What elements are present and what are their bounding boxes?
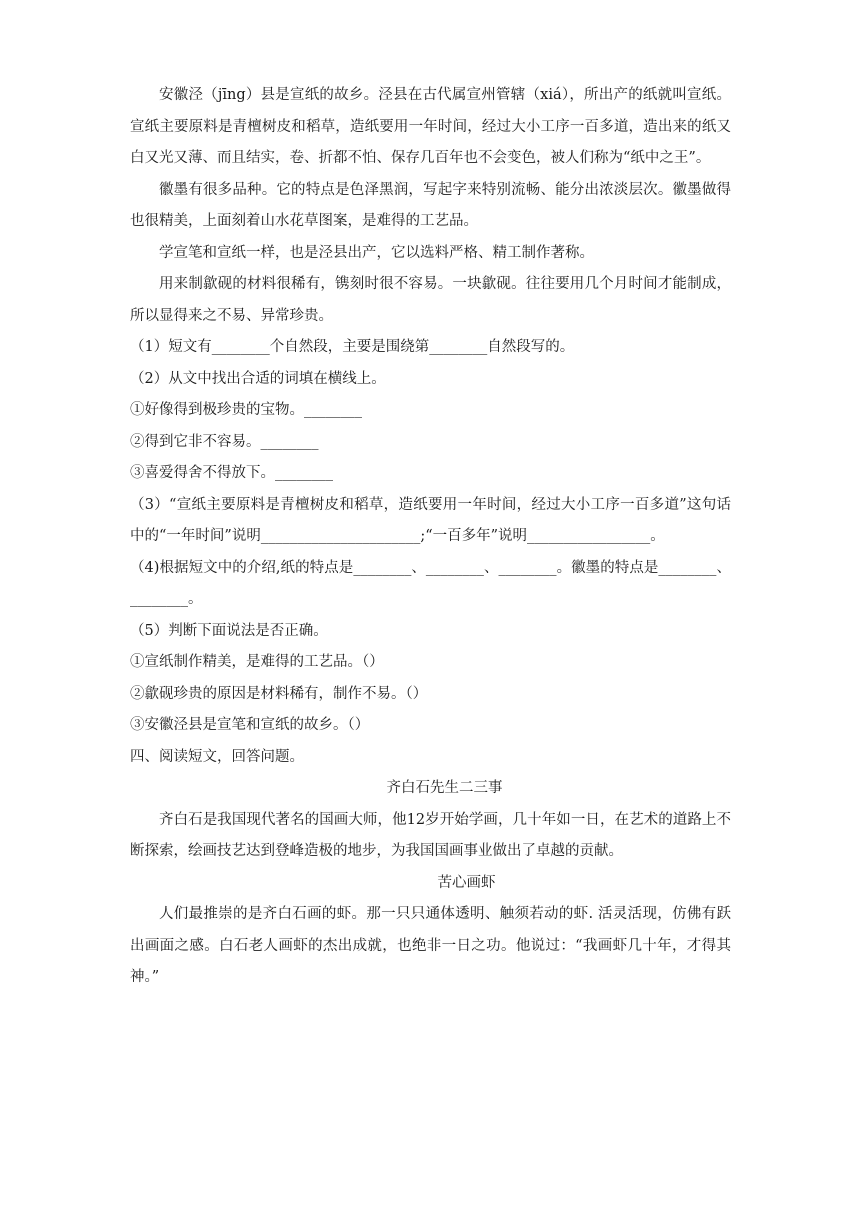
article-body: 人们最推崇的是齐白石画的虾。那一只只通体透明、触须若动的虾. 活灵活现，仿佛有跃出画面之感。白石老人画虾的杰出成就，也绝非一日之功。他说过：“我画虾几十年，才得其神。” (130, 906, 731, 985)
question-5: （5）判断下面说法是否正确。 (130, 622, 328, 639)
article-intro: 齐白石是我国现代著名的国画大师，他12岁开始学画，几十年如一日，在艺术的道路上不断探索，绘画技艺达到登峰造极的地步，为我国国画事业做出了卓越的贡献。 (130, 811, 731, 859)
paragraph-xuan-brush: 学宣笔和宣纸一样，也是泾县出产，它以选料严格、精工制作著称。 (159, 244, 594, 261)
paragraph-hui-ink: 徽墨有很多品种。它的特点是色泽黑润，写起字来特别流畅、能分出浓淡层次。徽墨做得也很精美，上面刻着山水花草图案，是难得的工艺品。 (130, 181, 731, 229)
question-5-item-3: ③安徽泾县是宣笔和宣纸的故乡。（） (130, 717, 370, 733)
paragraph-she-inkstone: 用来制歙砚的材料很稀有，镌刻时很不容易。一块歙砚。往往要用几个月时间才能制成，所以显得来之不易、异常珍贵。 (130, 276, 731, 324)
article-title: 齐白石先生二三事 (386, 780, 503, 796)
question-2-item-3: ③喜爱得舍不得放下。________ (130, 465, 333, 481)
question-4: （4)根据短文中的介绍,纸的特点是________、________、________。徽墨的特点是________、________。 (130, 559, 731, 607)
question-2-item-1: ①好像得到极珍贵的宝物。________ (130, 402, 362, 418)
paragraph-xuan-paper: 安徽泾（jīng）县是宣纸的故乡。泾县在古代属宣州管辖（xiá），所出产的纸就叫宣纸。宣纸主要原料是青檀树皮和稻草，造纸要用一年时间，经过大小工序一百多道，造出来的纸又白又光又薄、而且结实，卷、折都不怕、保存几百年也不会变色，被人们称为“纸中之王”。 (130, 87, 731, 166)
question-5-item-1: ①宣纸制作精美，是难得的工艺品。（） (130, 654, 384, 670)
question-5-item-2: ②歙砚珍贵的原因是材料稀有，制作不易。（） (130, 685, 428, 702)
section-4-heading: 四、阅读短文，回答问题。 (130, 748, 304, 765)
article-subtitle: 苦心画虾 (437, 874, 496, 891)
question-3: （3）“宣纸主要原料是青檀树皮和稻草，造纸要用一年时间，经过大小工序一百多道”这句话中的“一年时间”说明______________________;“一百多年”说明_________________。 (130, 496, 731, 544)
question-2-item-2: ②得到它非不容易。________ (130, 433, 319, 450)
question-2: （2）从文中找出合适的词填在横线上。 (130, 370, 386, 387)
question-1: （1）短文有________个自然段，主要是围绕第________自然段写的。 (130, 339, 575, 355)
document-content (130, 80, 731, 994)
